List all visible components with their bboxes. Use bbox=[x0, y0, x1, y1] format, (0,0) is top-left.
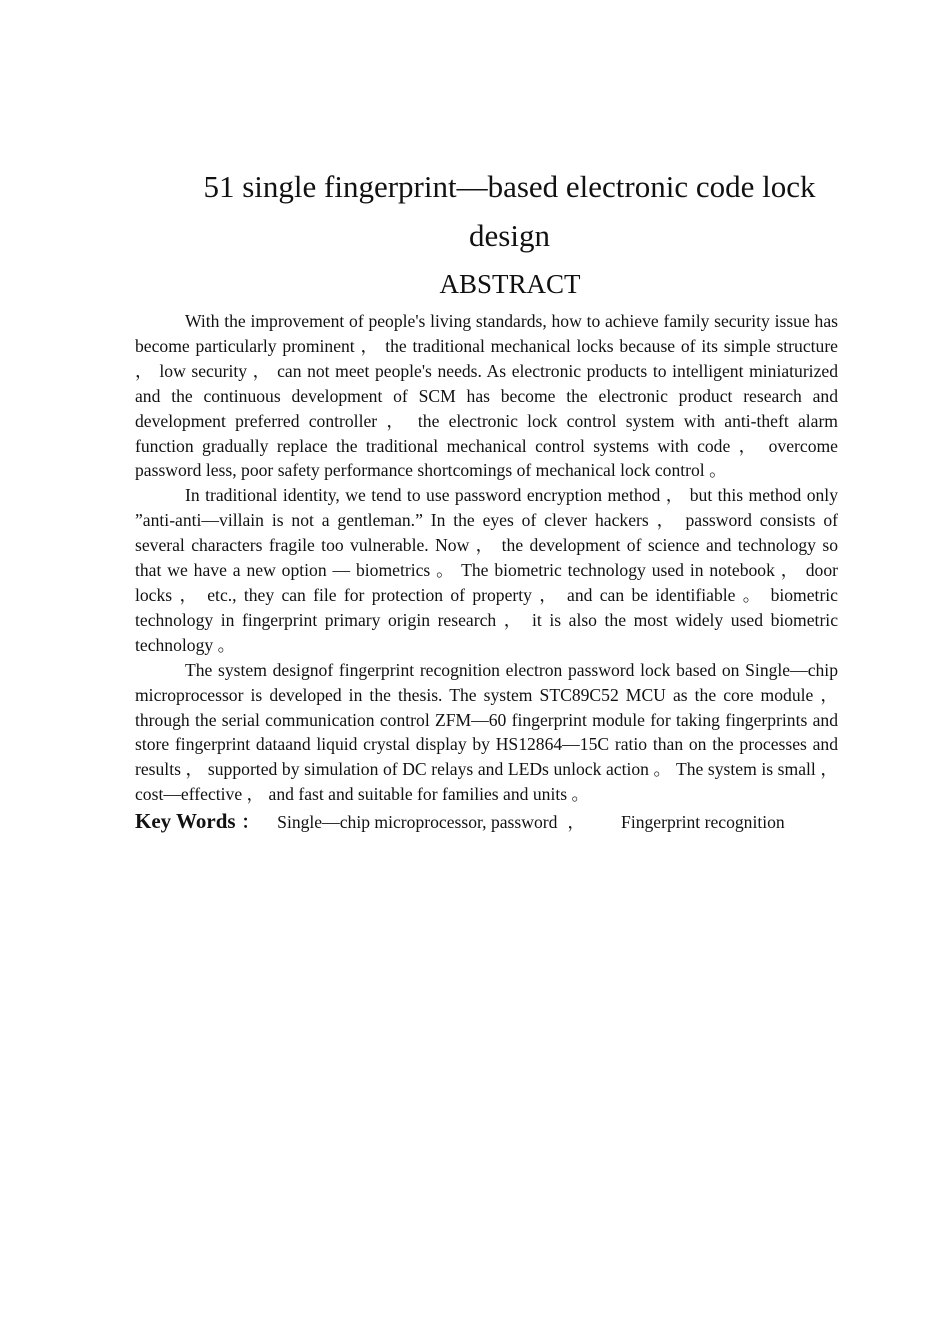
keyword-2: Fingerprint recognition bbox=[621, 812, 785, 833]
abstract-paragraph-3: The system designof fingerprint recognition electron password lock based on Single—chip microprocessor is developed in the thesis. The system STC89C52 MCU as the core module ， through the serial communication control ZFM—60 fingerprint module for taking fingerprints and store fingerprint dataand liquid crystal display by HS12864—15C ratio than on the processes and results ， supported by simulation of DC relays and LEDs unlock action 。 The system is small ， cost—effective ， and fast and suitable for families and units 。 bbox=[135, 659, 838, 805]
keywords-label: Key Words bbox=[135, 809, 236, 834]
title-line-2: design bbox=[469, 218, 550, 253]
keywords-line bbox=[135, 807, 838, 836]
abstract-body bbox=[135, 309, 838, 836]
abstract-heading: ABSTRACT bbox=[439, 269, 581, 299]
abstract-paragraph-1: With the improvement of people's living standards, how to achieve family security issue has become particularly prominent ， the traditional mechanical locks because of its simple structure ， low security ， can not meet people's needs. As electronic products to intelligent miniaturized and the continuous development of SCM has become the electronic product research and development preferred controller ， the electronic lock control system with anti-theft alarm function gradually replace the traditional mechanical control systems with code ， overcome password less, poor safety performance shortcomings of mechanical lock control 。 bbox=[135, 311, 838, 481]
document-title bbox=[135, 162, 838, 260]
abstract-paragraph-2: In traditional identity, we tend to use password encryption method ， but this method only ”anti-anti—villain is not a gentleman.” In the eyes of clever hackers ， password consists of several characters fragile too vulnerable. Now ， the development of science and technology so that we have a new option — biometrics 。 The biometric technology used in notebook ， door locks ， etc., they can file for protection of property ， and can be identifiable 。 biometric technology in fingerprint primary origin research ， it is also the most widely used biometric technology 。 bbox=[135, 485, 838, 655]
keyword-1: Single—chip microprocessor, password bbox=[277, 812, 558, 833]
keywords-separator: ： bbox=[241, 812, 260, 833]
keywords-comma: ， bbox=[567, 812, 586, 833]
title-line-1: 51 single fingerprint—based electronic code lock bbox=[203, 169, 816, 204]
